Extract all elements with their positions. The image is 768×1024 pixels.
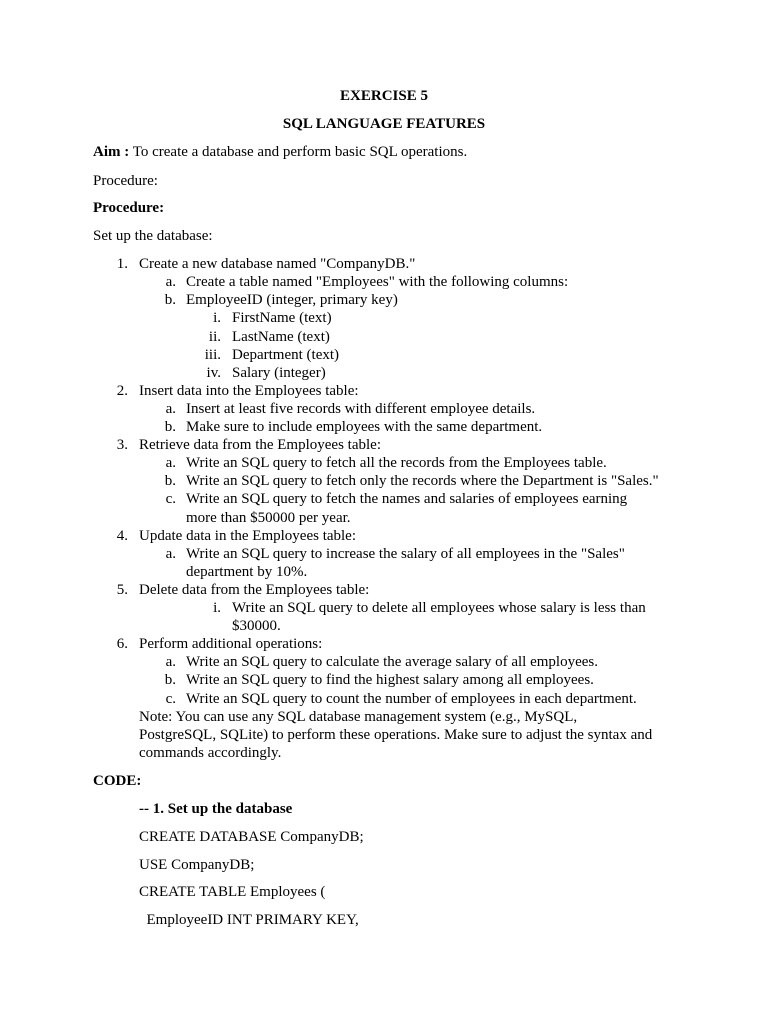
subsub-text: Department (text)	[232, 347, 340, 363]
code-line: CREATE TABLE Employees (	[139, 884, 326, 900]
step-text: Retrieve data from the Employees table:	[139, 437, 381, 453]
code-line: EmployeeID INT PRIMARY KEY,	[139, 912, 359, 928]
note-line: PostgreSQL, SQLite) to perform these operations. Make sure to adjust the syntax and	[139, 727, 653, 743]
procedure-heading-bold: Procedure:	[93, 200, 165, 216]
subsub-marker: i.	[213, 310, 221, 326]
sub-marker: a.	[165, 455, 176, 471]
sub-text: Write an SQL query to fetch the names and salaries of employees earning	[186, 491, 628, 507]
sub-text-continuation: department by 10%.	[186, 564, 308, 580]
sub-marker: a.	[165, 274, 176, 290]
sub-text: Write an SQL query to find the highest salary among all employees.	[186, 672, 594, 688]
sub-marker: b.	[164, 473, 176, 489]
subsub-text: Salary (integer)	[232, 365, 326, 381]
procedure-heading-plain: Procedure:	[93, 173, 158, 189]
step-text: Insert data into the Employees table:	[139, 383, 359, 399]
note-line: commands accordingly.	[139, 745, 282, 761]
sub-marker: a.	[165, 546, 176, 562]
subsub-marker: i.	[213, 600, 221, 616]
exercise-subtitle: SQL LANGUAGE FEATURES	[282, 116, 486, 132]
step-number: 4.	[116, 528, 128, 544]
sub-text: Make sure to include employees with the same department.	[186, 419, 543, 435]
step-number: 1.	[116, 256, 128, 272]
sub-text: Create a table named "Employees" with the following columns:	[186, 274, 569, 290]
aim-text: To create a database and perform basic SQL operations.	[129, 144, 468, 160]
sub-text-continuation: more than $50000 per year.	[186, 510, 351, 526]
sub-text: Write an SQL query to calculate the average salary of all employees.	[186, 654, 598, 670]
sub-marker: c.	[165, 691, 176, 707]
step-text: Delete data from the Employees table:	[139, 582, 370, 598]
step-text: Create a new database named "CompanyDB."	[139, 256, 416, 272]
sub-marker: b.	[164, 292, 176, 308]
sub-text: EmployeeID (integer, primary key)	[186, 292, 398, 308]
step-number: 5.	[116, 582, 128, 598]
sub-marker: a.	[165, 654, 176, 670]
aim-label: Aim :	[93, 144, 130, 160]
step-number: 6.	[116, 636, 128, 652]
step-number: 2.	[116, 383, 128, 399]
subsub-marker: iii.	[204, 347, 221, 363]
sub-marker: b.	[164, 672, 176, 688]
subsub-text: Write an SQL query to delete all employees whose salary is less than	[232, 600, 646, 616]
sub-text: Insert at least five records with different employee details.	[186, 401, 536, 417]
subsub-text: FirstName (text)	[232, 310, 332, 326]
subsub-text: LastName (text)	[232, 329, 330, 345]
sub-text: Write an SQL query to fetch all the records from the Employees table.	[186, 455, 607, 471]
subsub-marker: ii.	[208, 329, 221, 345]
code-comment: -- 1. Set up the database	[139, 801, 293, 817]
aim-line	[93, 143, 467, 161]
subsub-marker: iv.	[206, 365, 221, 381]
sub-text: Write an SQL query to increase the salary of all employees in the "Sales"	[186, 546, 625, 562]
sub-marker: c.	[165, 491, 176, 507]
step-number: 3.	[116, 437, 128, 453]
code-line: USE CompanyDB;	[139, 857, 255, 873]
step-text: Update data in the Employees table:	[139, 528, 357, 544]
code-heading: CODE:	[93, 773, 142, 789]
subsub-text-continuation: $30000.	[232, 618, 281, 634]
sub-marker: a.	[165, 401, 176, 417]
setup-intro: Set up the database:	[93, 228, 213, 244]
exercise-title: EXERCISE 5	[340, 88, 428, 104]
sub-marker: b.	[164, 419, 176, 435]
sub-text: Write an SQL query to fetch only the records where the Department is "Sales."	[186, 473, 659, 489]
step-text: Perform additional operations:	[139, 636, 323, 652]
sub-text: Write an SQL query to count the number of employees in each department.	[186, 691, 637, 707]
note-line: Note: You can use any SQL database management system (e.g., MySQL,	[139, 709, 578, 725]
code-line: CREATE DATABASE CompanyDB;	[139, 829, 364, 845]
